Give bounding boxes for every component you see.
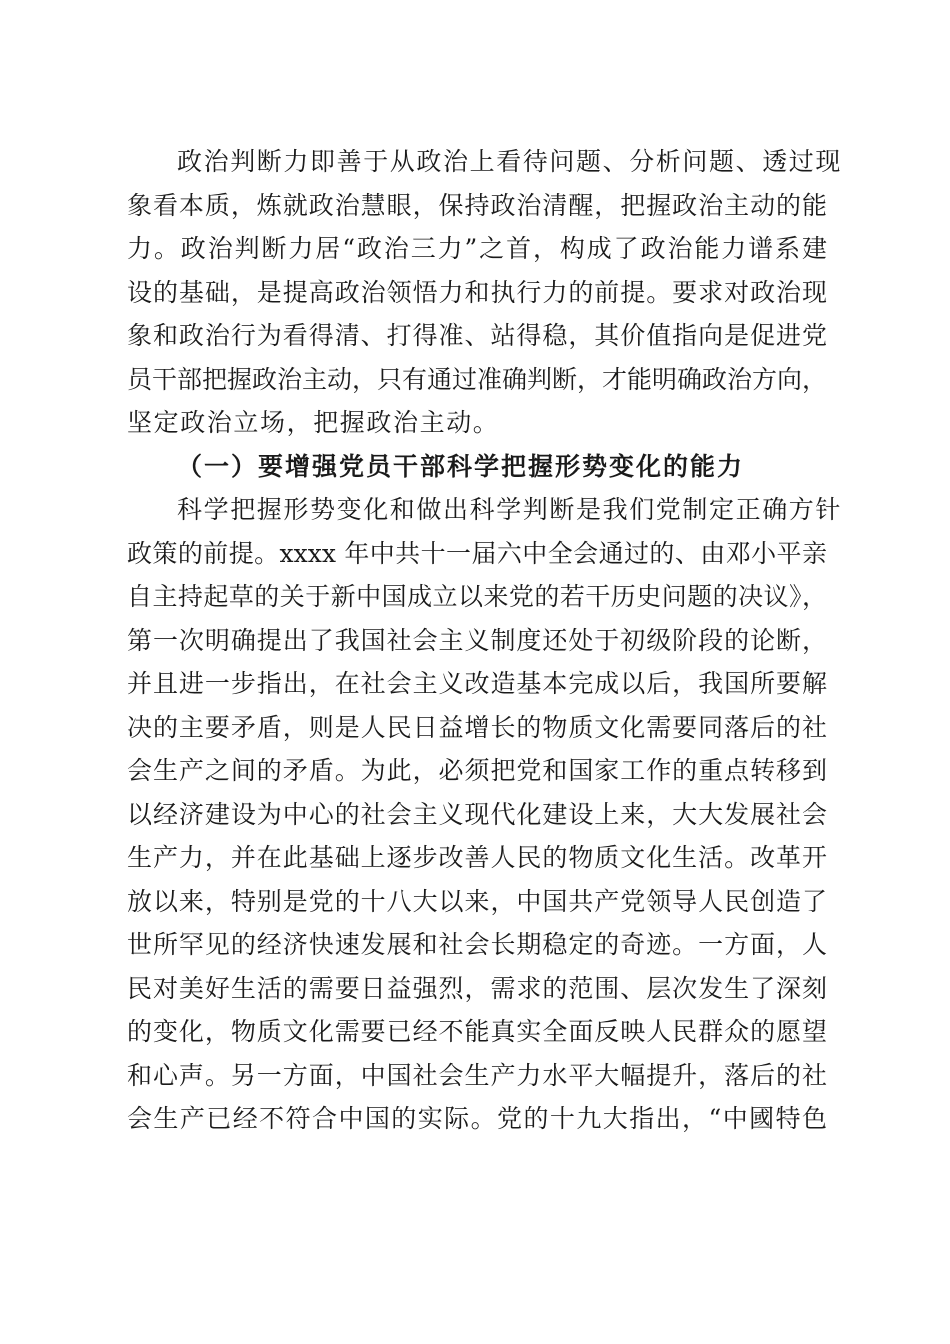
paragraph-line: 政策的前提。xxxx 年中共十一届六中全会通过的、由邓小平亲	[127, 538, 827, 568]
paragraph-line: 民对美好生活的需要日益强烈，需求的范围、层次发生了深刻	[127, 973, 827, 1003]
paragraph-line: 生产力，并在此基础上逐步改善人民的物质文化生活。改革开	[127, 843, 827, 872]
paragraph-line: 员干部把握政治主动，只有通过准确判断，才能明确政治方向，	[127, 364, 828, 394]
paragraph-line: 力。政治判断力居“政治三力”之首，构成了政治能力谱系建	[127, 234, 827, 263]
paragraph-line: 决的主要矛盾，则是人民日益增长的物质文化需要同落后的社	[127, 712, 827, 742]
paragraph-line: 坚定政治立场，把握政治主动。	[127, 408, 500, 437]
document-body	[127, 140, 843, 1141]
paragraph-line: 自主持起草的关于新中国成立以来党的若干历史问题的决议》，	[127, 582, 827, 611]
paragraph-line: 放以来，特别是党的十八大以来，中国共产党领导人民创造了	[127, 886, 827, 916]
paragraph-line: 的变化，物质文化需要已经不能真实全面反映人民群众的愿望	[127, 1017, 827, 1046]
paragraph-line: 象和政治行为看得清、打得准、站得稳，其价值指向是促进党	[127, 321, 827, 350]
paragraph-line: 科学把握形势变化和做出科学判断是我们党制定正确方针	[177, 495, 843, 524]
paragraph-line: 会生产已经不符合中国的实际。党的十九大指出，“中國特色	[127, 1104, 827, 1133]
paragraph-line: 会生产之间的矛盾。为此，必须把党和国家工作的重点转移到	[127, 756, 827, 785]
paragraph-line: 设的基础，是提高政治领悟力和执行力的前提。要求对政治现	[127, 277, 827, 307]
paragraph-line: 象看本质，炼就政治慧眼，保持政治清醒，把握政治主动的能	[127, 190, 827, 220]
paragraph-line: 第一次明确提出了我国社会主义制度还处于初级阶段的论断，	[127, 625, 827, 655]
paragraph-line: 世所罕见的经济快速发展和社会长期稳定的奇迹。一方面，人	[127, 930, 827, 959]
paragraph-line: 和心声。另一方面，中国社会生产力水平大幅提升，落后的社	[127, 1060, 827, 1090]
paragraph-line: 并且进一步指出，在社会主义改造基本完成以后，我国所要解	[127, 669, 827, 698]
paragraph-line: 政治判断力即善于从政治上看待问题、分析问题、透过现	[177, 147, 843, 176]
paragraph-line: 以经济建设为中心的社会主义现代化建设上来，大大发展社会	[127, 799, 827, 829]
section-heading: （一）要增强党员干部科学把握形势变化的能力	[177, 451, 745, 481]
